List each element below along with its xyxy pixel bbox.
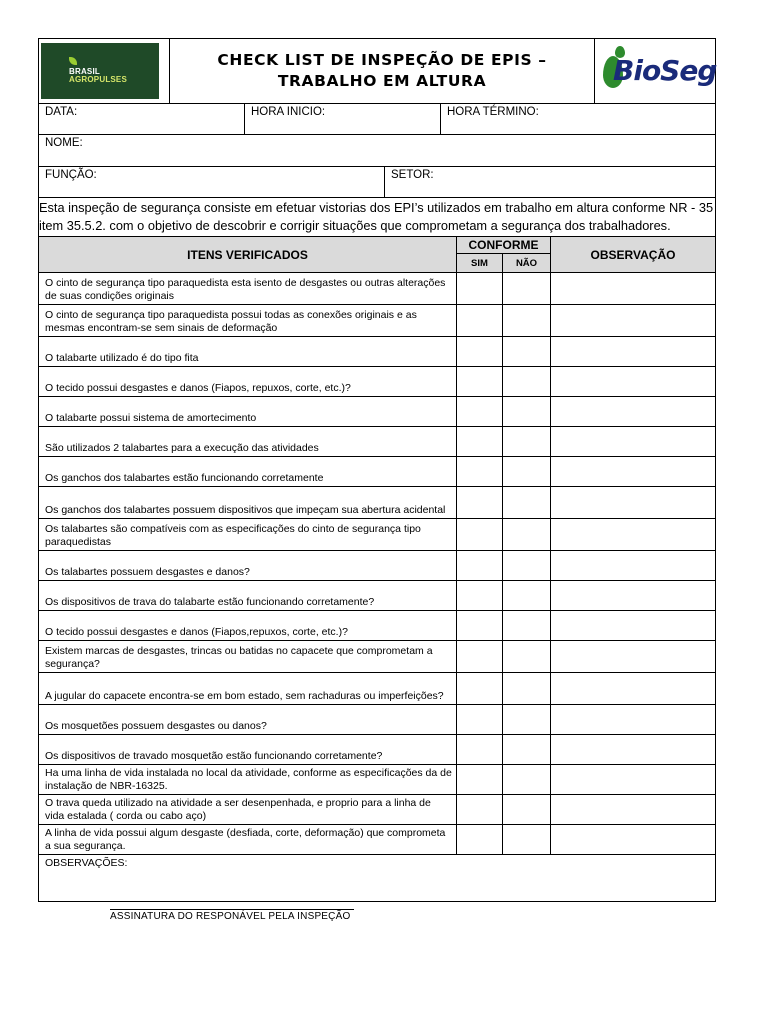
observacao-cell[interactable] <box>551 673 716 705</box>
nao-cell[interactable] <box>503 825 551 855</box>
sim-cell[interactable] <box>457 305 503 337</box>
sim-cell[interactable] <box>457 273 503 305</box>
observacoes-field[interactable]: OBSERVAÇÕES: <box>39 855 716 902</box>
item-text: O talabarte possui sistema de amortecimento <box>39 397 457 427</box>
funcao-setor-row <box>38 166 716 198</box>
checklist-row <box>39 337 716 367</box>
sim-cell[interactable] <box>457 367 503 397</box>
item-text: Os dispositivos de travado mosquetão estão funcionando corretamente? <box>39 735 457 765</box>
checklist-sheet <box>38 38 716 902</box>
checklist-row <box>39 705 716 735</box>
item-text: Os ganchos dos talabartes possuem dispositivos que impeçam sua abertura acidental <box>39 487 457 519</box>
sim-cell[interactable] <box>457 825 503 855</box>
sim-cell[interactable] <box>457 795 503 825</box>
funcao-field[interactable]: FUNÇÃO: <box>39 167 385 198</box>
title-line-2: TRABALHO EM ALTURA <box>277 72 487 90</box>
checklist-row <box>39 487 716 519</box>
nao-cell[interactable] <box>503 487 551 519</box>
checklist-row <box>39 551 716 581</box>
item-text: O cinto de segurança tipo paraquedista esta isento de desgastes ou outras alterações de suas condições originais <box>39 273 457 305</box>
checklist-row <box>39 641 716 673</box>
nao-cell[interactable] <box>503 765 551 795</box>
sim-cell[interactable] <box>457 705 503 735</box>
nao-cell[interactable] <box>503 551 551 581</box>
checklist-row <box>39 457 716 487</box>
checklist-row <box>39 581 716 611</box>
sim-cell[interactable] <box>457 581 503 611</box>
checklist-row <box>39 825 716 855</box>
checklist-row <box>39 765 716 795</box>
checklist-row <box>39 397 716 427</box>
nao-cell[interactable] <box>503 427 551 457</box>
sim-cell[interactable] <box>457 551 503 581</box>
signature-line: ASSINATURA DO RESPONÁVEL PELA INSPEÇÃO <box>110 909 354 922</box>
observacao-cell[interactable] <box>551 735 716 765</box>
checklist-row <box>39 519 716 551</box>
sim-cell[interactable] <box>457 397 503 427</box>
sim-cell[interactable] <box>457 427 503 457</box>
sim-cell[interactable] <box>457 457 503 487</box>
nome-field[interactable]: NOME: <box>39 135 716 167</box>
observacoes-row <box>38 854 716 902</box>
sim-cell[interactable] <box>457 673 503 705</box>
item-text: Os ganchos dos talabartes estão funcionando corretamente <box>39 457 457 487</box>
observacao-cell[interactable] <box>551 487 716 519</box>
header-table <box>38 38 716 104</box>
brasil-agropulses-logo: BRASIL AGROPULSES <box>39 39 170 104</box>
checklist-row <box>39 273 716 305</box>
nao-cell[interactable] <box>503 611 551 641</box>
item-text: O trava queda utilizado na atividade a ser desenpenhada, e proprio para a linha de vida estalada ( corda ou cabo aço) <box>39 795 457 825</box>
observacao-cell[interactable] <box>551 795 716 825</box>
sim-cell[interactable] <box>457 641 503 673</box>
date-time-row <box>38 103 716 135</box>
sim-cell[interactable] <box>457 765 503 795</box>
nao-cell[interactable] <box>503 367 551 397</box>
item-text: Os dispositivos de trava do talabarte estão funcionando corretamente? <box>39 581 457 611</box>
item-text: São utilizados 2 talabartes para a execução das atividades <box>39 427 457 457</box>
observacao-cell[interactable] <box>551 427 716 457</box>
item-text: O cinto de segurança tipo paraquedista possui todas as conexões originais e as mesmas encontram-se sem sinais de deformação <box>39 305 457 337</box>
nao-cell[interactable] <box>503 273 551 305</box>
observacao-cell[interactable] <box>551 337 716 367</box>
data-field[interactable]: DATA: <box>39 104 245 135</box>
nao-cell[interactable] <box>503 337 551 367</box>
item-text: O talabarte utilizado é do tipo fita <box>39 337 457 367</box>
sim-cell[interactable] <box>457 337 503 367</box>
checklist-items <box>39 273 716 855</box>
observacao-cell[interactable] <box>551 519 716 551</box>
observacao-cell[interactable] <box>551 581 716 611</box>
observacao-cell[interactable] <box>551 551 716 581</box>
hora-inicio-field[interactable]: HORA INICIO: <box>245 104 441 135</box>
nao-cell[interactable] <box>503 641 551 673</box>
item-text: O tecido possui desgastes e danos (Fiapos,repuxos, corte, etc.)? <box>39 611 457 641</box>
sim-cell[interactable] <box>457 735 503 765</box>
setor-field[interactable]: SETOR: <box>385 167 716 198</box>
nome-row <box>38 134 716 167</box>
checklist-row <box>39 611 716 641</box>
col-nao: NÃO <box>503 254 551 273</box>
nao-cell[interactable] <box>503 673 551 705</box>
item-text: A linha de vida possui algum desgaste (desfiada, corte, deformação) que comprometa a sua segurança. <box>39 825 457 855</box>
observacao-cell[interactable] <box>551 367 716 397</box>
checklist-row <box>39 367 716 397</box>
item-text: Os talabartes são compatíveis com as especificações do cinto de segurança tipo paraquedistas <box>39 519 457 551</box>
observacao-cell[interactable] <box>551 641 716 673</box>
item-text: Existem marcas de desgastes, trincas ou batidas no capacete que comprometam a segurança? <box>39 641 457 673</box>
nao-cell[interactable] <box>503 735 551 765</box>
intro-text: Esta inspeção de segurança consiste em efetuar vistorias dos EPI’s utilizados em trabalho em altura conforme NR - 35 item 35.5.2. com o objetivo de descobrir e corrigir situações que comprometam a segurança dos trabalhadores. <box>39 198 716 237</box>
observacao-cell[interactable] <box>551 705 716 735</box>
leaf-icon <box>69 57 77 65</box>
sim-cell[interactable] <box>457 611 503 641</box>
hora-termino-field[interactable]: HORA TÉRMINO: <box>441 104 716 135</box>
checklist-row <box>39 427 716 457</box>
checklist-table <box>38 236 716 855</box>
sim-cell[interactable] <box>457 487 503 519</box>
col-conforme: CONFORME <box>457 237 551 254</box>
checklist-row <box>39 735 716 765</box>
item-text: A jugular do capacete encontra-se em bom estado, sem rachaduras ou imperfeições? <box>39 673 457 705</box>
observacao-cell[interactable] <box>551 305 716 337</box>
item-text: O tecido possui desgastes e danos (Fiapos, repuxos, corte, etc.)? <box>39 367 457 397</box>
nao-cell[interactable] <box>503 705 551 735</box>
nao-cell[interactable] <box>503 581 551 611</box>
col-sim: SIM <box>457 254 503 273</box>
nao-cell[interactable] <box>503 457 551 487</box>
checklist-row <box>39 673 716 705</box>
checklist-row <box>39 305 716 337</box>
item-text: Ha uma linha de vida instalada no local da atividade, conforme as especificações da de instalação de NBR-16325. <box>39 765 457 795</box>
title-line-1: CHECK LIST DE INSPEÇÃO DE EPIS – <box>217 51 547 69</box>
col-itens-verificados: ITENS VERIFICADOS <box>39 237 457 273</box>
checklist-row <box>39 795 716 825</box>
item-text: Os talabartes possuem desgastes e danos? <box>39 551 457 581</box>
intro-row <box>38 197 716 237</box>
nao-cell[interactable] <box>503 397 551 427</box>
observacao-cell[interactable] <box>551 397 716 427</box>
observacao-cell[interactable] <box>551 611 716 641</box>
observacao-cell[interactable] <box>551 457 716 487</box>
observacao-cell[interactable] <box>551 273 716 305</box>
nao-cell[interactable] <box>503 305 551 337</box>
item-text: Os mosquetões possuem desgastes ou danos? <box>39 705 457 735</box>
nao-cell[interactable] <box>503 519 551 551</box>
nao-cell[interactable] <box>503 795 551 825</box>
observacao-cell[interactable] <box>551 765 716 795</box>
col-observacao: OBSERVAÇÃO <box>551 237 716 273</box>
bioseg-logo: BioSeg <box>595 39 716 104</box>
sim-cell[interactable] <box>457 519 503 551</box>
page-title <box>170 39 595 104</box>
observacao-cell[interactable] <box>551 825 716 855</box>
